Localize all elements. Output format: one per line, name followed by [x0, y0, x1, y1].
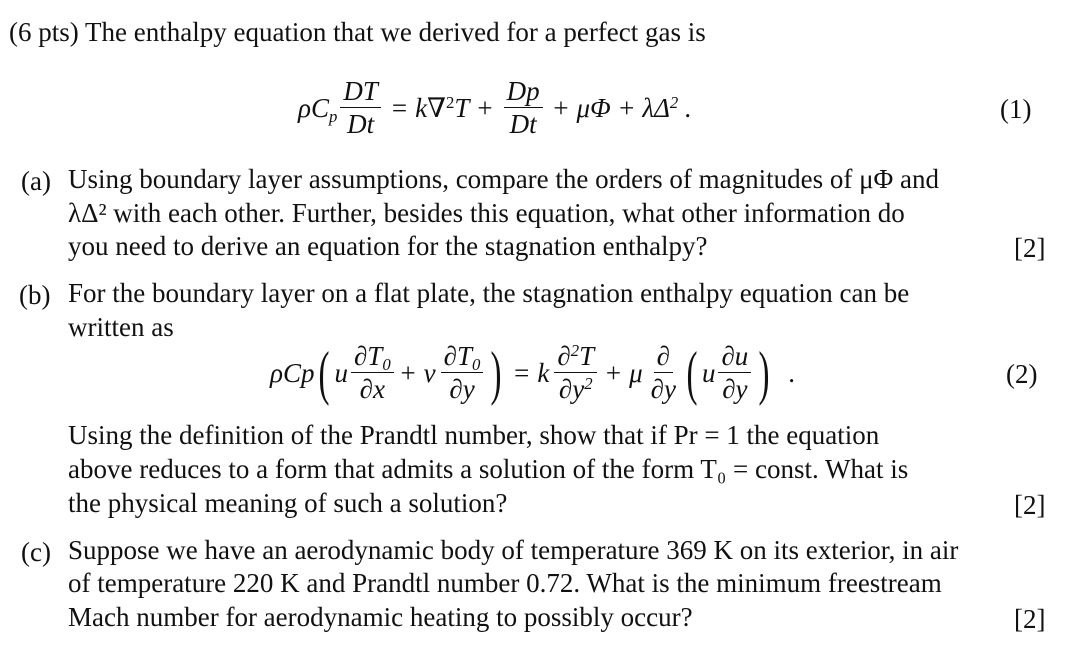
- part-b-line-4: above reduces to a form that admits a solution of the form T₀ = const. What is: [68, 454, 909, 484]
- eq2-u-2: u: [701, 357, 716, 388]
- part-c-line-3: Mach number for aerodynamic heating to possibly occur?: [68, 602, 693, 632]
- eq1-plus: +: [477, 92, 493, 123]
- eq2-paren-close-2: ): [758, 340, 770, 406]
- eq1-lhs-frac: $\frac{DT}{Dt}$: [340, 78, 381, 138]
- eq2-u: u: [334, 357, 348, 388]
- eq2-paren-close: ): [490, 340, 502, 406]
- eq2-frac-d-dy: $\frac{\partial}{\partial y}$: [650, 341, 676, 404]
- eq1-frac2: $\frac{Dp}{Dt}$: [504, 78, 543, 138]
- part-c-marks: [2]: [1014, 604, 1046, 634]
- part-b-line-3: Using the definition of the Prandtl number, show that if Pr = 1 the equation: [68, 420, 880, 450]
- part-b-line-5: the physical meaning of such a solution?: [68, 488, 508, 518]
- equation-2-number: (2): [1006, 359, 1038, 389]
- eq2-frac-dT0-dy: $\frac{\partial T_0}{\partial y}$: [441, 343, 484, 403]
- eq2-equals-k: = k: [512, 357, 550, 388]
- eq1-term3: + $\mu\Phi + \lambda\Delta^2$ .: [551, 92, 692, 123]
- part-c-line-1: Suppose we have an aerodynamic body of temperature 369 K on its exterior, in air: [68, 535, 959, 565]
- part-a-label: (a): [21, 166, 51, 196]
- eq2-frac-dT0-dx: $\frac{\partial T_0}{\partial x}$: [351, 343, 394, 403]
- part-b-line-2: written as: [68, 312, 174, 342]
- eq2-plus-v: + v: [398, 357, 436, 388]
- part-a-line-2: λΔ² with each other. Further, besides this equation, what other information do: [68, 198, 905, 228]
- eq2-frac-d2T-dy2: $\frac{\partial^2T}{\partial y^2}$: [554, 343, 597, 403]
- eq2-lhs: ρCp: [270, 357, 315, 388]
- eq1-lhs-coef: $\rho C_p$: [298, 92, 338, 126]
- part-a-line-3: you need to derive an equation for the stagnation enthalpy?: [68, 231, 708, 261]
- equation-2: [270, 338, 795, 408]
- equation-1: [298, 76, 692, 140]
- eq1-term1: k∇$^2$T: [415, 92, 470, 123]
- eq1-equals: =: [391, 92, 408, 123]
- part-c-line-2: of temperature 220 K and Prandtl number 0.72. What is the minimum freestream: [68, 568, 942, 598]
- points-label: (6 pts): [9, 17, 79, 47]
- equation-1-number: (1): [1000, 94, 1032, 124]
- eq2-paren-open: (: [318, 340, 330, 406]
- intro-line: [9, 19, 706, 46]
- intro-text: The enthalpy equation that we derived for a perfect gas is: [85, 17, 706, 47]
- eq2-paren-open-2: (: [686, 340, 698, 406]
- eq2-plus-mu: + μ: [604, 357, 643, 388]
- part-b-line-1: For the boundary layer on a flat plate, the stagnation enthalpy equation can be: [68, 278, 910, 308]
- eq2-end: .: [788, 357, 796, 388]
- part-b-marks: [2]: [1014, 490, 1046, 520]
- part-c-label: (c): [21, 537, 51, 567]
- part-b-label: (b): [19, 280, 51, 310]
- part-a-marks: [2]: [1014, 233, 1046, 263]
- eq2-frac-du-dy: $\frac{\partial u}{\partial y}$: [718, 343, 751, 403]
- part-a-line-1: Using boundary layer assumptions, compare the orders of magnitudes of μΦ and: [68, 164, 940, 194]
